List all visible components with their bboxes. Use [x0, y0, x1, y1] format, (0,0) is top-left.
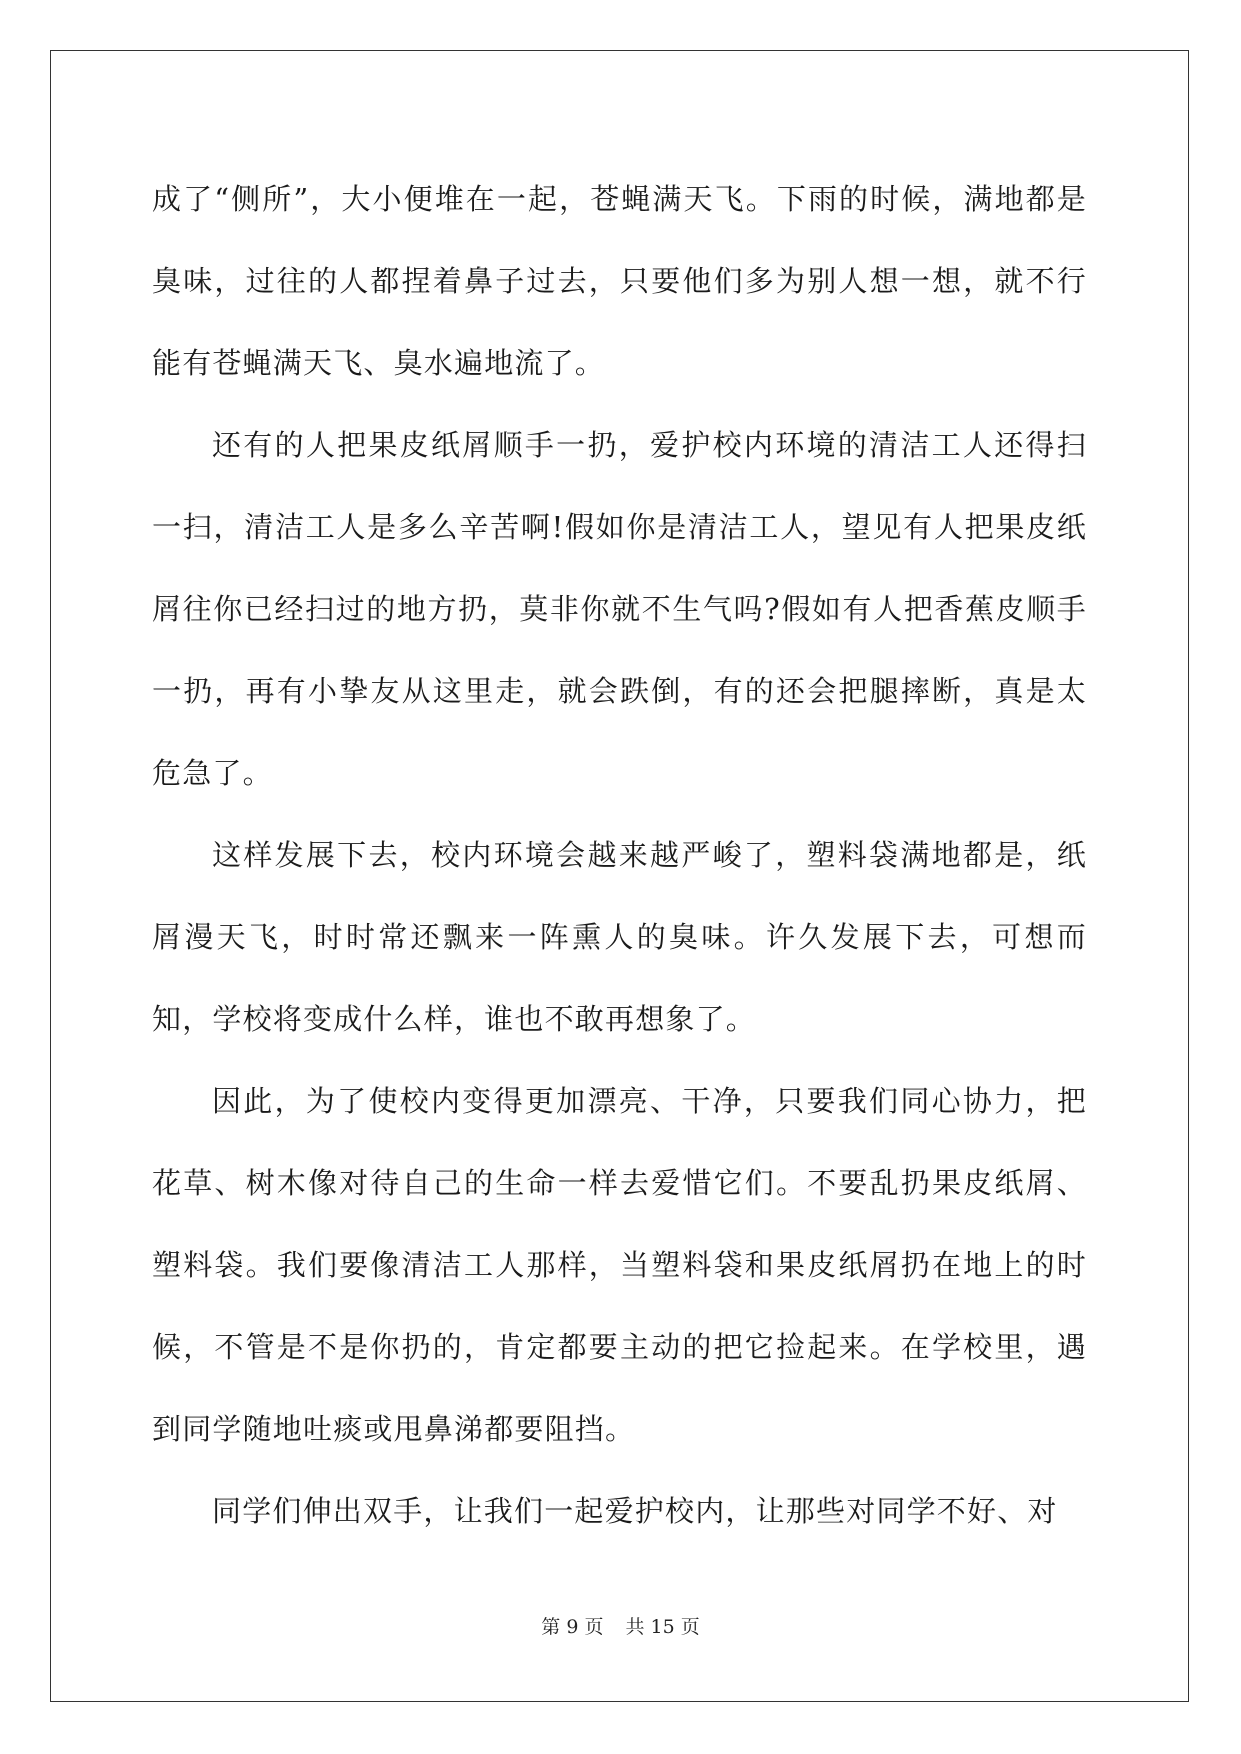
page-total: 共 15 页 [625, 1616, 700, 1638]
page-footer [0, 1612, 1241, 1639]
paragraph-5: 同学们伸出双手，让我们一起爱护校内，让那些对同学不好、对 [212, 1494, 1058, 1528]
page-number: 第 9 页 [541, 1616, 604, 1638]
paragraph-3: 这样发展下去，校内环境会越来越严峻了，塑料袋满地都是，纸屑漫天飞，时时常还飘来一阵熏人的臭味。许久发展下去，可想而知，学校将变成什么样，谁也不敢再想象了。 [152, 838, 1087, 1036]
paragraph-2: 还有的人把果皮纸屑顺手一扔，爱护校内环境的清洁工人还得扫一扫，清洁工人是多么辛苦啊!假如你是清洁工人，望见有人把果皮纸屑往你已经扫过的地方扔，莫非你就不生气吗?假如有人把香蕉皮顺手一扔，再有小挚友从这里走，就会跌倒，有的还会把腿摔断，真是太危急了。 [152, 428, 1087, 790]
document-body [152, 158, 1087, 1552]
paragraph-4: 因此，为了使校内变得更加漂亮、干净，只要我们同心协力，把花草、树木像对待自己的生命一样去爱惜它们。不要乱扔果皮纸屑、塑料袋。我们要像清洁工人那样，当塑料袋和果皮纸屑扔在地上的时候，不管是不是你扔的，肯定都要主动的把它捡起来。在学校里，遇到同学随地吐痰或甩鼻涕都要阻挡。 [152, 1084, 1087, 1446]
paragraph-1: 成了“侧所”，大小便堆在一起，苍蝇满天飞。下雨的时候，满地都是臭味，过往的人都捏着鼻子过去，只要他们多为别人想一想，就不行能有苍蝇满天飞、臭水遍地流了。 [152, 182, 1087, 380]
